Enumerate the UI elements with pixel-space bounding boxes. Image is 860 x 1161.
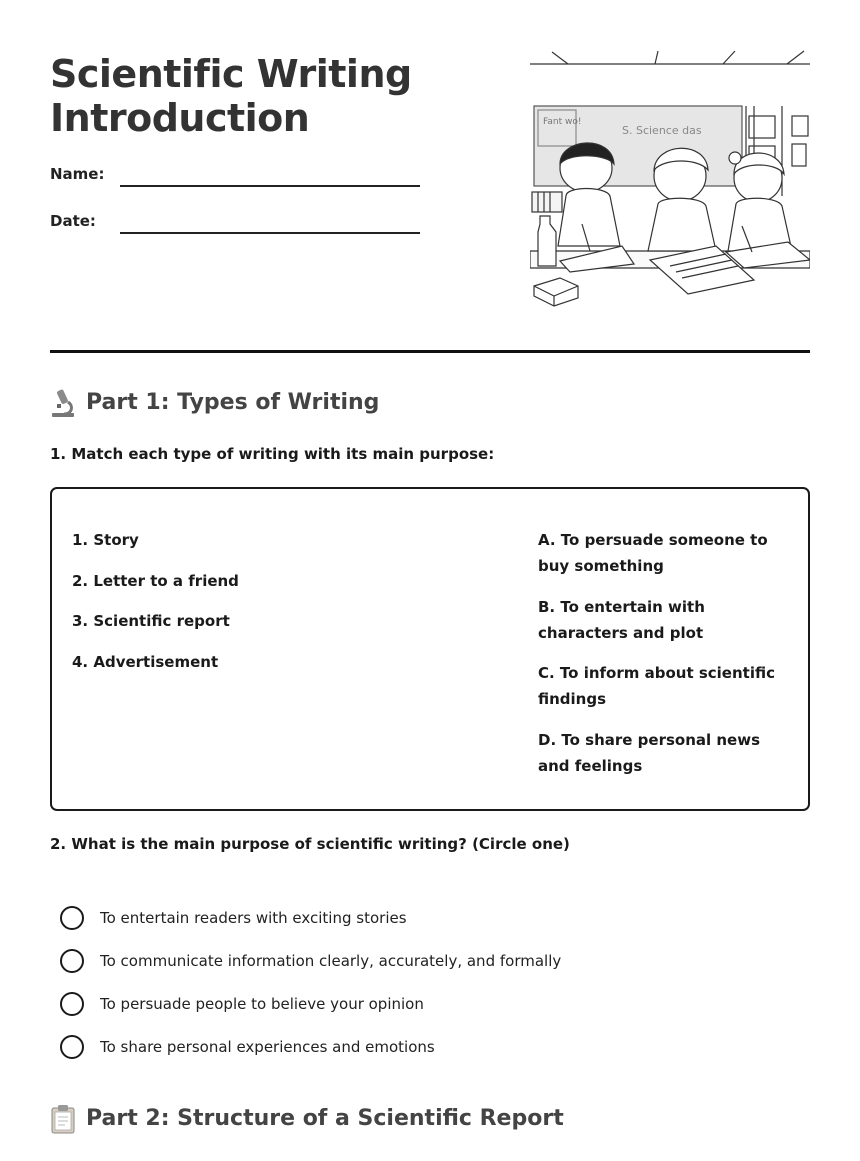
writing-type-item[interactable]: 3. Scientific report: [72, 612, 230, 630]
option-4[interactable]: [60, 1025, 561, 1068]
worksheet-title: [50, 52, 412, 140]
question-2: 2. What is the main purpose of scientific writing? (Circle one): [50, 835, 570, 853]
name-line[interactable]: [120, 185, 420, 187]
part1-heading-text: Part 1: Types of Writing: [86, 390, 380, 415]
clipboard-icon: [50, 1104, 76, 1134]
radio-circle[interactable]: [60, 949, 84, 973]
students-writing-illustration: [530, 46, 810, 308]
writing-type-item[interactable]: 4. Advertisement: [72, 652, 219, 671]
writing-type-item[interactable]: 2. Letter to a friend: [72, 571, 239, 590]
option-text: To entertain readers with exciting stories: [100, 908, 407, 927]
writing-type-item[interactable]: 1. Story: [72, 531, 139, 549]
date-line[interactable]: [120, 232, 420, 234]
purposes-list: [538, 527, 788, 793]
date-field[interactable]: [50, 212, 420, 236]
question-1: 1. Match each type of writing with its main purpose:: [50, 445, 495, 463]
name-label: Name:: [50, 165, 105, 183]
option-2[interactable]: [60, 939, 561, 982]
section-divider: [50, 350, 810, 353]
purpose-item[interactable]: C. To inform about scientific findings: [538, 664, 775, 708]
option-3[interactable]: [60, 982, 561, 1025]
board-text-left: Fant wo!: [543, 117, 582, 127]
purpose-item[interactable]: B. To entertain with characters and plot: [538, 597, 705, 642]
radio-circle[interactable]: [60, 1035, 84, 1059]
option-text: To communicate information clearly, accurately, and formally: [100, 951, 562, 970]
writing-types-list: [72, 527, 472, 689]
purpose-item[interactable]: A. To persuade someone to buy something: [538, 531, 768, 575]
option-text: To share personal experiences and emotions: [100, 1037, 435, 1056]
radio-circle[interactable]: [60, 906, 84, 930]
title-line-1: Scientific Writing: [50, 52, 412, 96]
option-1[interactable]: [60, 896, 561, 939]
part1-heading: [50, 388, 379, 418]
board-text-right: S. Science das: [622, 124, 702, 137]
matching-box: [50, 487, 810, 811]
title-line-2: Introduction: [50, 96, 310, 140]
date-label: Date:: [50, 212, 96, 230]
purpose-item[interactable]: D. To share personal news and feelings: [538, 730, 761, 775]
name-field[interactable]: [50, 165, 420, 189]
question-2-options: [60, 896, 561, 1068]
part2-heading: [50, 1104, 564, 1134]
radio-circle[interactable]: [60, 992, 84, 1016]
option-text: To persuade people to believe your opinion: [100, 994, 424, 1013]
part2-heading-text: Part 2: Structure of a Scientific Report: [86, 1106, 564, 1131]
microscope-icon: [50, 388, 76, 418]
